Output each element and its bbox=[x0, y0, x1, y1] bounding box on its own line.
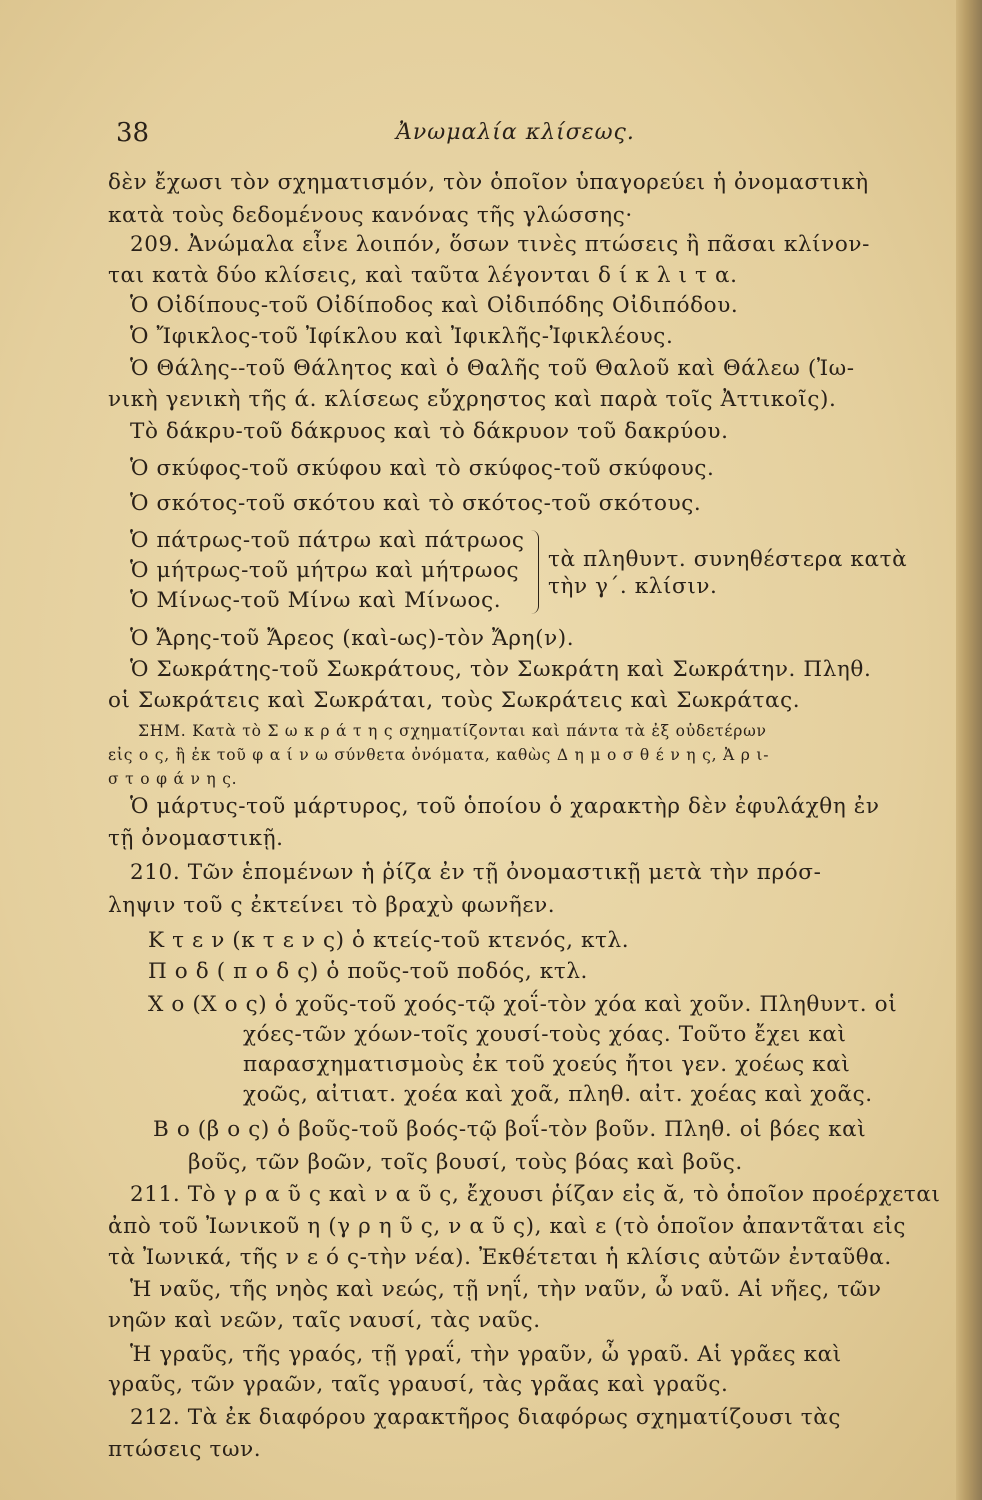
text-line: Κ τ ε ν (κ τ ε ν ς) ὁ κτείς-τοῦ κτενός, κτλ. bbox=[148, 928, 630, 953]
text-line: γραῦς, τῶν γραῶν, ταῖς γραυσί, τὰς γρᾶας καὶ γραῦς. bbox=[108, 1372, 729, 1397]
text-line: Τὸ δάκρυ-τοῦ δάκρυος καὶ τὸ δάκρυον τοῦ δακρύου. bbox=[130, 419, 729, 444]
text-line: ληψιν τοῦ ς ἐκτείνει τὸ βραχὺ φωνῆεν. bbox=[108, 893, 556, 918]
text-line: οἱ Σωκράτεις καὶ Σωκράται, τοὺς Σωκράτεις καὶ Σωκράτας. bbox=[108, 688, 801, 713]
text-line: Ἡ γραῦς, τῆς γραός, τῇ γραΐ, τὴν γραῦν, ὦ γραῦ. Αἱ γρᾶες καὶ bbox=[130, 1342, 842, 1367]
brace-note-line: τὴν γ΄. κλίσιν. bbox=[548, 574, 718, 599]
text-line: Ὁ Οἰδίπους-τοῦ Οἰδίποδος καὶ Οἰδιπόδης Οἰδιπόδου. bbox=[130, 293, 739, 318]
page-edge-shadow bbox=[956, 0, 982, 1500]
curly-brace bbox=[530, 530, 539, 614]
text-line: Ὁ Σωκράτης-τοῦ Σωκράτους, τὸν Σωκράτη καὶ Σωκράτην. Πληθ. bbox=[130, 657, 872, 682]
note-line: εἰς ο ς, ἢ ἐκ τοῦ φ α ί ν ω σύνθετα ὀνόματα, καθὼς Δ η μ ο σ θ έ ν η ς, Ἀ ρ ι- bbox=[108, 746, 770, 764]
text-line: Ὁ σκότος-τοῦ σκότου καὶ τὸ σκότος-τοῦ σκότους. bbox=[130, 491, 702, 516]
text-line: ἀπὸ τοῦ Ἰωνικοῦ η (γ ρ η ῦ ς, ν α ῦ ς), καὶ ε (τὸ ὁποῖον ἀπαντᾶται εἰς bbox=[108, 1214, 907, 1239]
section-210-line: 210. Τῶν ἑπομένων ἡ ῥίζα ἐν τῇ ὀνομαστικῇ μετὰ τὴν πρόσ- bbox=[130, 860, 822, 885]
text-line: παρασχηματισμοὺς ἐκ τοῦ χοεύς ἤτοι γεν. χοέως καὶ bbox=[243, 1052, 851, 1077]
text-line: νηῶν καὶ νεῶν, ταῖς ναυσί, τὰς ναῦς. bbox=[108, 1308, 541, 1333]
text-line: δὲν ἔχωσι τὸν σχηματισμόν, τὸν ὁποῖον ὑπαγορεύει ἡ ὀνομαστικὴ bbox=[108, 170, 869, 195]
text-line: τὰ Ἰωνικά, τῆς ν ε ό ς-τὴν νέα). Ἐκθέτεται ἡ κλίσις αὐτῶν ἐνταῦθα. bbox=[108, 1245, 892, 1270]
text-line: ται κατὰ δύο κλίσεις, καὶ ταῦτα λέγονται δ ί κ λ ι τ α. bbox=[108, 263, 738, 288]
text-line: Ἡ ναῦς, τῆς νηὸς καὶ νεώς, τῇ νηΐ, τὴν ναῦν, ὦ ναῦ. Αἱ νῆες, τῶν bbox=[130, 1277, 882, 1302]
text-line: χόες-τῶν χόων-τοῖς χουσί-τοὺς χόας. Τοῦτο ἔχει καὶ bbox=[243, 1022, 847, 1047]
text-line: πτώσεις των. bbox=[108, 1437, 262, 1462]
page-header bbox=[108, 118, 908, 158]
text-line: νικὴ γενικὴ τῆς ά. κλίσεως εὔχρηστος καὶ παρὰ τοῖς Ἀττικοῖς). bbox=[108, 387, 837, 412]
section-211-line: 211. Τὸ γ ρ α ῦ ς καὶ ν α ῦ ς, ἔχουσι ῥίζαν εἰς ᾰ, τὸ ὁποῖον προέρχεται bbox=[130, 1182, 941, 1207]
text-line: κατὰ τοὺς δεδομένους κανόνας τῆς γλώσσης· bbox=[108, 203, 633, 228]
text-line: Β ο (β ο ς) ὁ βοῦς-τοῦ βοός-τῷ βοΐ-τὸν βοῦν. Πληθ. οἱ βόες καὶ bbox=[153, 1117, 867, 1142]
text-line: Ὁ Ἴφικλος-τοῦ Ἰφίκλου καὶ Ἰφικλῆς-Ἰφικλέους. bbox=[130, 324, 674, 349]
text-line: Π ο δ ( π ο δ ς) ὁ ποῦς-τοῦ ποδός, κτλ. bbox=[148, 959, 588, 984]
text-line: Ὁ μάρτυς-τοῦ μάρτυρος, τοῦ ὁποίου ὁ χαρακτὴρ δὲν ἐφυλάχθη ἐν bbox=[130, 794, 880, 819]
text-line: Ὁ Ἄρης-τοῦ Ἄρεος (καὶ-ως)-τὸν Ἄρη(ν). bbox=[130, 626, 575, 651]
text-line: Ὁ Θάλης--τοῦ Θάλητος καὶ ὁ Θαλῆς τοῦ Θαλοῦ καὶ Θάλεω (Ἰω- bbox=[130, 356, 855, 381]
text-line: τῇ ὀνομαστικῇ. bbox=[108, 826, 284, 851]
section-212-line: 212. Τὰ ἐκ διαφόρου χαρακτῆρος διαφόρως σχηματίζουσι τὰς bbox=[130, 1405, 841, 1430]
note-line: ΣΗΜ. Κατὰ τὸ Σ ω κ ρ ά τ η ς σχηματίζονται καὶ πάντα τὰ ἐξ οὐδετέρων bbox=[138, 722, 767, 740]
braced-line: Ὁ Μίνως-τοῦ Μίνω καὶ Μίνωος. bbox=[130, 588, 502, 613]
text-line: Ὁ σκύφος-τοῦ σκύφου καὶ τὸ σκύφος-τοῦ σκύφους. bbox=[130, 456, 715, 481]
section-209-line: 209. Ἀνώμαλα εἶνε λοιπόν, ὅσων τινὲς πτώσεις ἢ πᾶσαι κλίνον- bbox=[130, 232, 870, 257]
text-line: Χ ο (Χ ο ς) ὁ χοῦς-τοῦ χοός-τῷ χοΐ-τὸν χόα καὶ χοῦν. Πληθυντ. οἱ bbox=[148, 992, 898, 1017]
text-line: βοῦς, τῶν βοῶν, τοῖς βουσί, τοὺς βόας καὶ βοῦς. bbox=[188, 1150, 743, 1175]
text-line: χοῶς, αἰτιατ. χοέα καὶ χοᾶ, πληθ. αἰτ. χοέας καὶ χοᾶς. bbox=[243, 1082, 873, 1107]
page-number: 38 bbox=[116, 118, 150, 148]
braced-line: Ὁ πάτρως-τοῦ πάτρω καὶ πάτρωος bbox=[130, 528, 525, 553]
running-head: Ἀνωμαλία κλίσεως. bbox=[396, 120, 635, 145]
note-line: σ τ ο φ ά ν η ς. bbox=[108, 770, 238, 788]
braced-line: Ὁ μήτρως-τοῦ μήτρω καὶ μήτρωος bbox=[130, 558, 520, 583]
brace-note-line: τὰ πληθυντ. συνηθέστερα κατὰ bbox=[548, 547, 908, 572]
